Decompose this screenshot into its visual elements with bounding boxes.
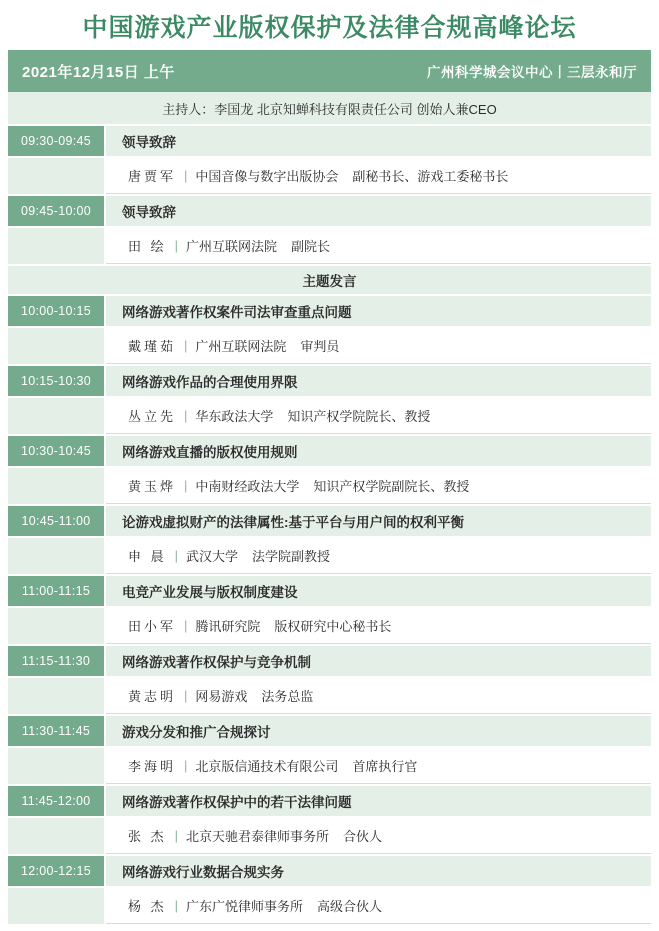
- agenda-speaker-info: [106, 818, 651, 854]
- agenda-item-speaker-row: [8, 228, 651, 264]
- agenda-item: [8, 716, 651, 784]
- agenda-speaker-info: [106, 228, 651, 264]
- host-row: 主持人：李国龙 北京知蝉科技有限责任公司 创始人兼CEO: [8, 92, 651, 126]
- speaker-role: 知识产权学院院长、教授: [287, 409, 431, 424]
- event-date: 2021年12月15日 上午: [22, 63, 175, 81]
- speaker-role: 首席执行官: [352, 759, 418, 774]
- agenda-list: [8, 126, 651, 924]
- agenda-time-spacer: [8, 468, 104, 504]
- agenda-time-spacer: [8, 328, 104, 364]
- agenda-item-speaker-row: [8, 748, 651, 784]
- speaker-name: 张 杰: [128, 829, 167, 844]
- agenda-time: 10:15-10:30: [8, 366, 104, 396]
- agenda-item-header: [8, 366, 651, 396]
- agenda-item: [8, 436, 651, 504]
- speaker-name: 申 晨: [128, 549, 167, 564]
- agenda-topic: 电竞产业发展与版权制度建设: [106, 576, 651, 606]
- agenda-time: 12:00-12:15: [8, 856, 104, 886]
- agenda-speaker-info: [106, 888, 651, 924]
- separator: |: [174, 898, 179, 913]
- agenda-speaker-info: [106, 678, 651, 714]
- agenda-item: [8, 576, 651, 644]
- agenda-item-header: [8, 646, 651, 676]
- agenda-item-header: [8, 126, 651, 156]
- agenda-topic: 网络游戏著作权保护与竞争机制: [106, 646, 651, 676]
- agenda-speaker-info: [106, 328, 651, 364]
- speaker-name: 黄志明: [128, 689, 177, 704]
- agenda-item-header: [8, 716, 651, 746]
- speaker-name: 唐贾军: [128, 169, 177, 184]
- speaker-name: 黄玉烨: [128, 479, 177, 494]
- agenda-item: [8, 296, 651, 364]
- agenda-speaker-info: [106, 398, 651, 434]
- agenda-topic: 网络游戏著作权案件司法审查重点问题: [106, 296, 651, 326]
- agenda-time: 11:45-12:00: [8, 786, 104, 816]
- speaker-organization: 北京天驰君泰律师事务所: [186, 829, 330, 844]
- speaker-role: 副秘书长、游戏工委秘书长: [352, 169, 509, 184]
- page-title: 中国游戏产业版权保护及法律合规高峰论坛: [82, 14, 577, 42]
- agenda-item: [8, 366, 651, 434]
- agenda-topic: 网络游戏著作权保护中的若干法律问题: [106, 786, 651, 816]
- speaker-name: 戴瑾茹: [128, 339, 177, 354]
- agenda-item-header: [8, 576, 651, 606]
- agenda-item-speaker-row: [8, 678, 651, 714]
- title-bar: [8, 0, 651, 46]
- speaker-role: 法学院副教授: [252, 549, 331, 564]
- agenda-item-speaker-row: [8, 468, 651, 504]
- agenda-time: 10:45-11:00: [8, 506, 104, 536]
- speaker-name: 李海明: [128, 759, 177, 774]
- event-venue: 广州科学城会议中心丨三层永和厅: [427, 65, 637, 80]
- agenda-item: [8, 856, 651, 924]
- agenda-speaker-info: [106, 608, 651, 644]
- speaker-role: 知识产权学院副院长、教授: [313, 479, 470, 494]
- speaker-organization: 中国音像与数字出版协会: [195, 169, 339, 184]
- separator: |: [174, 548, 179, 563]
- agenda-item: [8, 196, 651, 264]
- separator: |: [174, 238, 179, 253]
- agenda-item-header: [8, 856, 651, 886]
- agenda-item-speaker-row: [8, 158, 651, 194]
- agenda-time: 10:30-10:45: [8, 436, 104, 466]
- agenda-item-speaker-row: [8, 328, 651, 364]
- agenda-item-speaker-row: [8, 818, 651, 854]
- agenda-topic: 领导致辞: [106, 196, 651, 226]
- agenda-item: [8, 786, 651, 854]
- agenda-time: 09:30-09:45: [8, 126, 104, 156]
- agenda-item-header: [8, 786, 651, 816]
- speaker-role: 法务总监: [261, 689, 314, 704]
- agenda-topic: 网络游戏直播的版权使用规则: [106, 436, 651, 466]
- speaker-role: 版权研究中心秘书长: [274, 619, 392, 634]
- agenda-item: [8, 646, 651, 714]
- separator: |: [184, 338, 188, 353]
- agenda-item-header: [8, 196, 651, 226]
- agenda-topic: 网络游戏作品的合理使用界限: [106, 366, 651, 396]
- agenda-time-spacer: [8, 158, 104, 194]
- speaker-role: 合伙人: [343, 829, 383, 844]
- speaker-name: 田 绘: [128, 239, 167, 254]
- speaker-organization: 网易游戏: [195, 689, 248, 704]
- speaker-name: 田小军: [128, 619, 177, 634]
- agenda-item: [8, 506, 651, 574]
- agenda-speaker-info: [106, 468, 651, 504]
- agenda-item-header: [8, 296, 651, 326]
- agenda-speaker-info: [106, 158, 651, 194]
- agenda-item-speaker-row: [8, 398, 651, 434]
- speaker-organization: 北京版信通技术有限公司: [195, 759, 339, 774]
- speaker-organization: 广州互联网法院: [186, 239, 278, 254]
- speaker-organization: 武汉大学: [186, 549, 239, 564]
- header-band: [8, 50, 651, 92]
- agenda-time-spacer: [8, 818, 104, 854]
- agenda-topic: 游戏分发和推广合规探讨: [106, 716, 651, 746]
- agenda-time-spacer: [8, 398, 104, 434]
- agenda-item: [8, 126, 651, 194]
- agenda-time: 11:30-11:45: [8, 716, 104, 746]
- agenda-time: 11:15-11:30: [8, 646, 104, 676]
- agenda-item-speaker-row: [8, 888, 651, 924]
- agenda-time-spacer: [8, 608, 104, 644]
- separator: |: [184, 478, 188, 493]
- agenda-topic: 领导致辞: [106, 126, 651, 156]
- agenda-item-header: [8, 436, 651, 466]
- agenda-time-spacer: [8, 678, 104, 714]
- agenda-item-header: [8, 506, 651, 536]
- agenda-time-spacer: [8, 748, 104, 784]
- agenda-time-spacer: [8, 228, 104, 264]
- agenda-topic: 论游戏虚拟财产的法律属性:基于平台与用户间的权利平衡: [106, 506, 651, 536]
- speaker-organization: 广东广悦律师事务所: [186, 899, 304, 914]
- agenda-item-speaker-row: [8, 608, 651, 644]
- agenda-time: 09:45-10:00: [8, 196, 104, 226]
- agenda-topic: 网络游戏行业数据合规实务: [106, 856, 651, 886]
- agenda-time-spacer: [8, 538, 104, 574]
- speaker-organization: 华东政法大学: [195, 409, 274, 424]
- agenda-speaker-info: [106, 538, 651, 574]
- agenda-time-spacer: [8, 888, 104, 924]
- agenda-time: 11:00-11:15: [8, 576, 104, 606]
- speaker-name: 丛立先: [128, 409, 177, 424]
- agenda-item-speaker-row: [8, 538, 651, 574]
- separator: |: [174, 828, 179, 843]
- speaker-name: 杨 杰: [128, 899, 167, 914]
- speaker-organization: 腾讯研究院: [195, 619, 261, 634]
- separator: |: [184, 688, 188, 703]
- speaker-role: 高级合伙人: [317, 899, 383, 914]
- separator: |: [184, 758, 188, 773]
- separator: |: [184, 168, 188, 183]
- speaker-organization: 广州互联网法院: [195, 339, 287, 354]
- agenda-speaker-info: [106, 748, 651, 784]
- speaker-role: 审判员: [300, 339, 340, 354]
- separator: |: [184, 618, 188, 633]
- section-heading: 主题发言: [8, 266, 651, 296]
- agenda-time: 10:00-10:15: [8, 296, 104, 326]
- separator: |: [184, 408, 188, 423]
- speaker-organization: 中南财经政法大学: [195, 479, 300, 494]
- speaker-role: 副院长: [291, 239, 331, 254]
